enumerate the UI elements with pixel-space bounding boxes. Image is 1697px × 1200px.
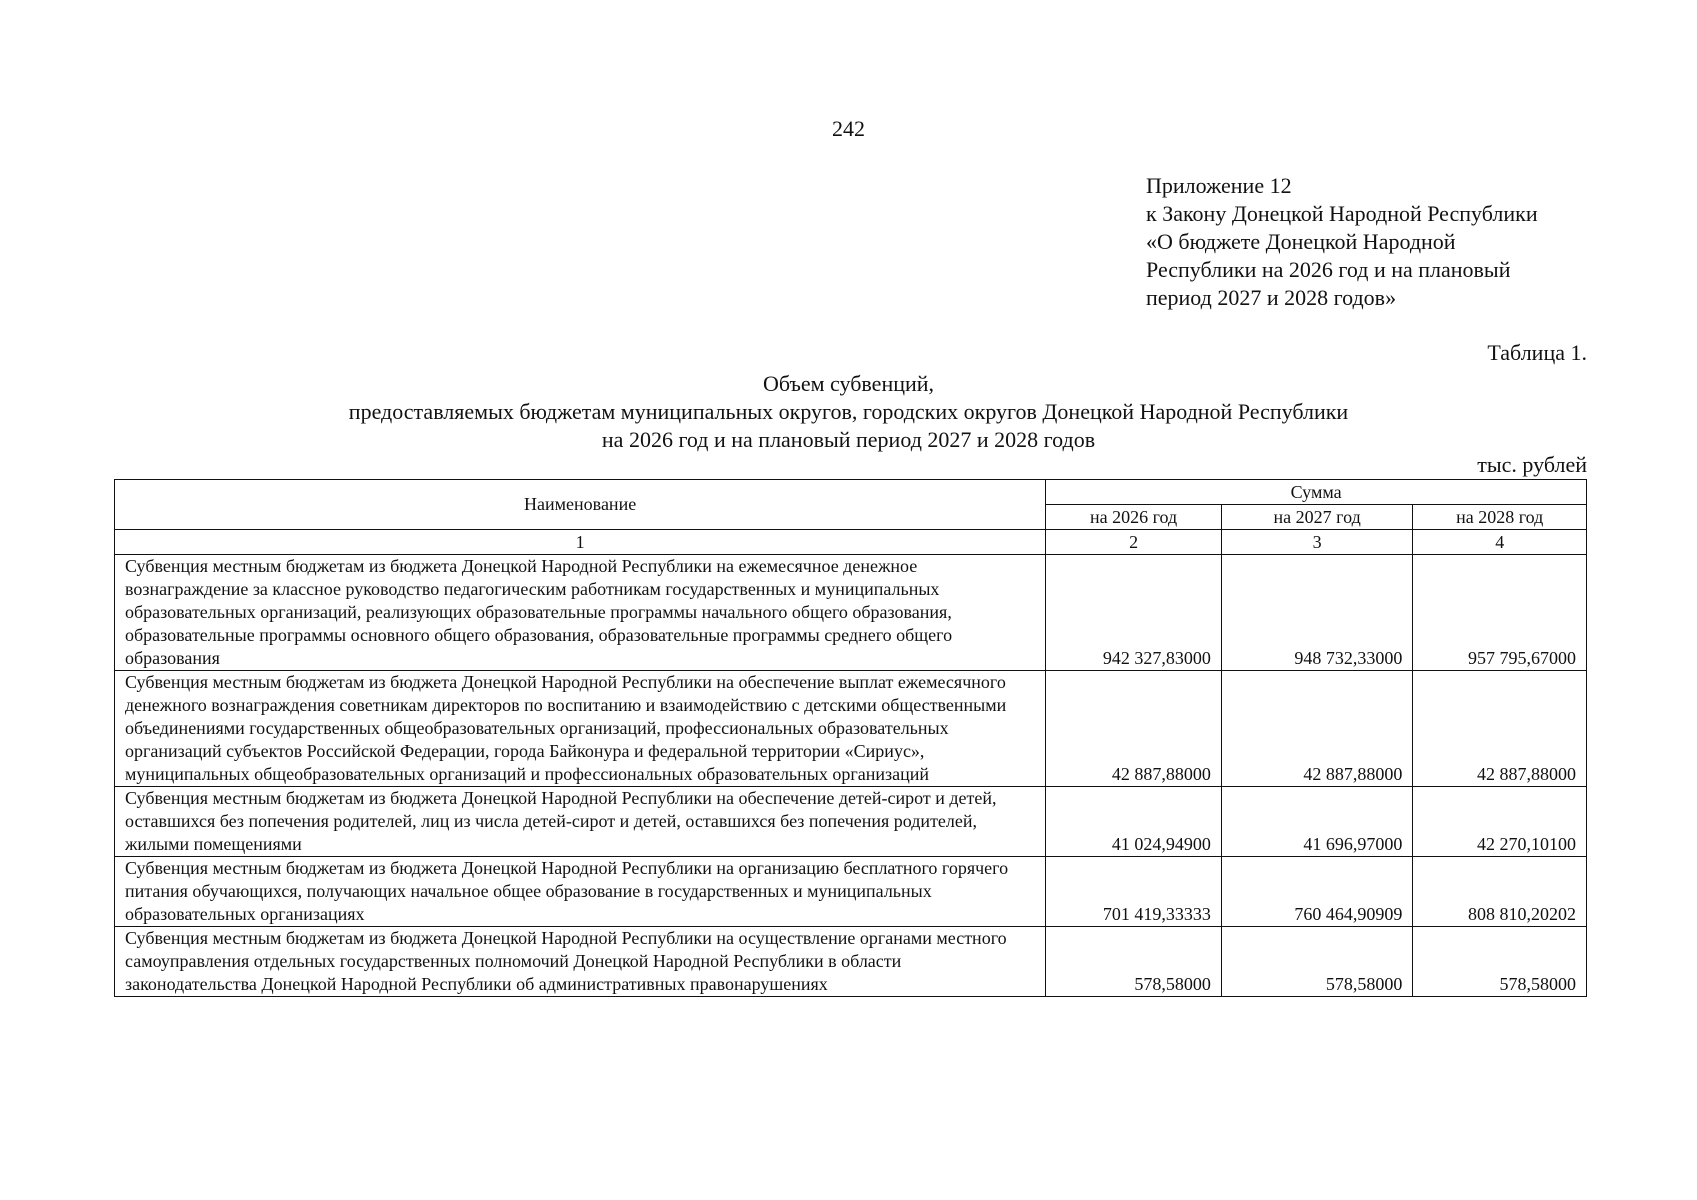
document-title bbox=[0, 370, 1697, 454]
column-number: 1 bbox=[115, 530, 1046, 555]
row-name: Субвенция местным бюджетам из бюджета Донецкой Народной Республики на осуществление органами местного самоуправления отдельных государственных полномочий Донецкой Народной Республики в области законодательства Донецкой Народной Республики об административных правонарушениях bbox=[115, 927, 1046, 997]
row-value-2027: 578,58000 bbox=[1221, 927, 1413, 997]
subventions-table bbox=[114, 479, 1587, 997]
header-year-2028: на 2028 год bbox=[1413, 505, 1587, 530]
row-value-2026: 578,58000 bbox=[1046, 927, 1222, 997]
column-number: 2 bbox=[1046, 530, 1222, 555]
title-line: на 2026 год и на плановый период 2027 и 2028 годов bbox=[601, 427, 1096, 452]
row-value-2028: 42 270,10100 bbox=[1413, 787, 1587, 857]
column-number: 3 bbox=[1221, 530, 1413, 555]
title-line: предоставляемых бюджетам муниципальных округов, городских округов Донецкой Народной Республики bbox=[348, 399, 1349, 424]
column-number: 4 bbox=[1413, 530, 1587, 555]
table-row bbox=[115, 787, 1587, 857]
appendix-line: к Закону Донецкой Народной Республики bbox=[1146, 201, 1538, 226]
header-sum: Сумма bbox=[1046, 480, 1587, 505]
header-year-2026: на 2026 год bbox=[1046, 505, 1222, 530]
row-value-2026: 42 887,88000 bbox=[1046, 671, 1222, 787]
row-value-2026: 701 419,33333 bbox=[1046, 857, 1222, 927]
row-value-2027: 41 696,97000 bbox=[1221, 787, 1413, 857]
row-value-2028: 42 887,88000 bbox=[1413, 671, 1587, 787]
table-label: Таблица 1. bbox=[1487, 340, 1587, 365]
header-year-2027: на 2027 год bbox=[1221, 505, 1413, 530]
row-name: Субвенция местным бюджетам из бюджета Донецкой Народной Республики на обеспечение детей-сирот и детей, оставшихся без попечения родителей, лиц из числа детей-сирот и детей, оставшихся без попечения родителей, жилыми помещениями bbox=[115, 787, 1046, 857]
table-row bbox=[115, 671, 1587, 787]
table-row bbox=[115, 927, 1587, 997]
header-row bbox=[115, 480, 1587, 505]
header-name: Наименование bbox=[115, 480, 1046, 530]
column-numbers-row bbox=[115, 530, 1587, 555]
appendix-line: «О бюджете Донецкой Народной bbox=[1146, 229, 1456, 254]
row-value-2028: 808 810,20202 bbox=[1413, 857, 1587, 927]
title-line: Объем субвенций, bbox=[762, 371, 935, 396]
page-number: 242 bbox=[832, 116, 865, 141]
appendix-line: период 2027 и 2028 годов» bbox=[1146, 285, 1397, 310]
row-value-2026: 41 024,94900 bbox=[1046, 787, 1222, 857]
row-name: Субвенция местным бюджетам из бюджета Донецкой Народной Республики на ежемесячное денежное вознаграждение за классное руководство педагогическим работникам государственных и муниципальных образовательных организаций, реализующих образовательные программы начального общего образования, образовательные программы основного общего образования, образовательные программы среднего общего образования bbox=[115, 555, 1046, 671]
appendix-line: Республики на 2026 год и на плановый bbox=[1146, 257, 1511, 282]
row-value-2027: 948 732,33000 bbox=[1221, 555, 1413, 671]
table-row bbox=[115, 857, 1587, 927]
table-row bbox=[115, 555, 1587, 671]
row-value-2028: 578,58000 bbox=[1413, 927, 1587, 997]
appendix-block bbox=[1146, 172, 1538, 312]
appendix-line: Приложение 12 bbox=[1146, 173, 1292, 198]
row-name: Субвенция местным бюджетам из бюджета Донецкой Народной Республики на организацию бесплатного горячего питания обучающихся, получающих начальное общее образование в государственных и муниципальных образовательных организациях bbox=[115, 857, 1046, 927]
units-label: тыс. рублей bbox=[1477, 452, 1587, 477]
row-value-2027: 42 887,88000 bbox=[1221, 671, 1413, 787]
row-value-2028: 957 795,67000 bbox=[1413, 555, 1587, 671]
row-name: Субвенция местным бюджетам из бюджета Донецкой Народной Республики на обеспечение выплат ежемесячного денежного вознаграждения советникам директоров по воспитанию и взаимодействию с детскими общественными объединениями государственных общеобразовательных организаций, профессиональных образовательных организаций субъектов Российской Федерации, города Байконура и федеральной территории «Сириус», муниципальных общеобразовательных организаций и профессиональных образовательных организаций bbox=[115, 671, 1046, 787]
row-value-2026: 942 327,83000 bbox=[1046, 555, 1222, 671]
row-value-2027: 760 464,90909 bbox=[1221, 857, 1413, 927]
